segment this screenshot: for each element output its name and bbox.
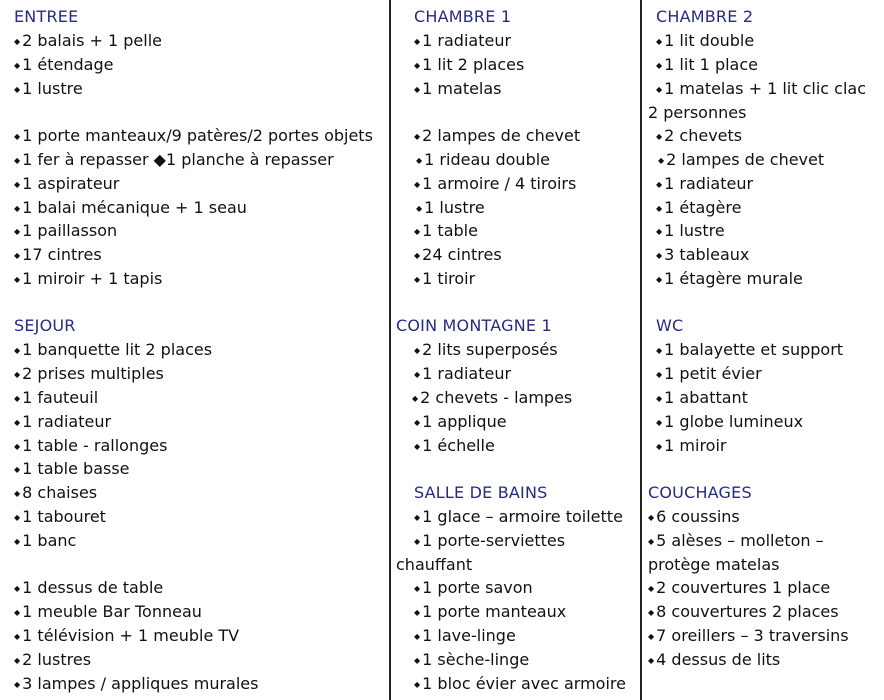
list-item: ◆ 1 porte manteaux/9 patères/2 portes objets xyxy=(14,125,373,150)
list-item: ◆ 1 radiateur xyxy=(656,173,753,198)
list-item: ◆ 1 meuble Bar Tonneau xyxy=(14,601,202,626)
list-item: ◆ 1 lit 1 place xyxy=(656,54,758,79)
list-item: ◆ 1 armoire / 4 tiroirs xyxy=(414,173,576,198)
list-item: ◆ 2 balais + 1 pelle xyxy=(14,30,162,55)
list-item: ◆ 1 paillasson xyxy=(14,220,117,245)
list-item: ◆ 1 matelas + 1 lit clic clac xyxy=(656,78,866,103)
list-item: ◆ 1 étagère xyxy=(656,197,741,222)
column-chambre2-wc-couchages xyxy=(648,0,880,700)
list-item: ◆ 2 prises multiples xyxy=(14,363,164,388)
list-item: ◆ 1 table - rallonges xyxy=(14,435,167,460)
list-item: ◆ 1 lustre xyxy=(14,78,83,103)
list-item-continuation: 2 personnes xyxy=(648,103,747,122)
list-item: ◆ 1 tabouret xyxy=(14,506,106,531)
section-title-couchages: COUCHAGES xyxy=(648,483,752,502)
list-item: ◆ 1 petit évier xyxy=(656,363,762,388)
list-item: ◆ 8 chaises xyxy=(14,482,97,507)
list-item: ◆ 1 glace – armoire toilette xyxy=(414,506,623,531)
list-item: ◆ 2 lampes de chevet xyxy=(414,125,580,150)
list-item: ◆ 3 tableaux xyxy=(656,244,749,269)
list-item: ◆ 7 oreillers – 3 traversins xyxy=(648,625,849,650)
list-item: ◆ 1 sèche-linge xyxy=(414,649,529,674)
list-item: ◆ 1 miroir + 1 tapis xyxy=(14,268,162,293)
list-item: ◆ 1 dessus de table xyxy=(14,577,163,602)
list-item: ◆ 1 radiateur xyxy=(414,30,511,55)
list-item: ◆ 1 lit double xyxy=(656,30,754,55)
list-item: ◆ 1 matelas xyxy=(414,78,502,103)
list-item: ◆ 3 lampes / appliques murales xyxy=(14,673,258,698)
list-item: ◆ 2 couvertures 1 place xyxy=(648,577,830,602)
list-item-continuation: chauffant xyxy=(396,555,473,574)
section-title-wc: WC xyxy=(656,316,684,335)
section-title-entree: ENTREE xyxy=(14,7,79,26)
list-item: ◆ 2 lustres xyxy=(14,649,91,674)
list-item: ◆ 1 lave-linge xyxy=(414,625,516,650)
section-title-coin-montagne: COIN MONTAGNE 1 xyxy=(396,316,552,335)
list-item: ◆ 1 échelle xyxy=(414,435,495,460)
list-item: ◆ 1 étendage xyxy=(14,54,113,79)
list-item: ◆ 2 chevets - lampes xyxy=(412,387,572,412)
list-item: ◆ 1 table xyxy=(414,220,478,245)
list-item: ◆ 1 fer à repasser ◆1 planche à repasser xyxy=(14,149,334,174)
list-item: ◆ 1 porte manteaux xyxy=(414,601,566,626)
list-item: ◆ 1 miroir xyxy=(656,435,727,460)
list-item: ◆ 1 abattant xyxy=(656,387,748,412)
list-item: ◆ 2 lampes de chevet xyxy=(658,149,824,174)
list-item-continuation: protège matelas xyxy=(648,555,780,574)
list-item: ◆ 1 bloc évier avec armoire xyxy=(414,673,626,698)
list-item: ◆ 1 lustre xyxy=(656,220,725,245)
list-item: ◆ 2 chevets xyxy=(656,125,742,150)
section-title-chambre-1: CHAMBRE 1 xyxy=(414,7,512,26)
section-title-sejour: SEJOUR xyxy=(14,316,76,335)
list-item: ◆ 17 cintres xyxy=(14,244,102,269)
list-item: ◆ 5 alèses – molleton – xyxy=(648,530,824,555)
list-item: ◆ 1 balai mécanique + 1 seau xyxy=(14,197,247,222)
list-item: ◆ 1 télévision + 1 meuble TV xyxy=(14,625,239,650)
section-title-chambre-2: CHAMBRE 2 xyxy=(656,7,754,26)
list-item: ◆ 1 fauteuil xyxy=(14,387,98,412)
list-item: ◆ 1 porte-serviettes xyxy=(414,530,565,555)
column-entree-sejour xyxy=(14,0,386,700)
column-divider-1 xyxy=(389,0,391,700)
list-item: ◆ 1 applique xyxy=(414,411,507,436)
list-item: ◆ 1 radiateur xyxy=(414,363,511,388)
list-item: ◆ 1 banc xyxy=(14,530,76,555)
list-item: ◆ 1 banquette lit 2 places xyxy=(14,339,212,364)
list-item: ◆ 1 rideau double xyxy=(416,149,550,174)
column-divider-2 xyxy=(640,0,642,700)
column-chambre1-coin-salle xyxy=(396,0,640,700)
list-item: ◆ 8 couvertures 2 places xyxy=(648,601,839,626)
list-item: ◆ 1 table basse xyxy=(14,458,130,483)
list-item: ◆ 6 coussins xyxy=(648,506,740,531)
list-item: ◆ 1 étagère murale xyxy=(656,268,803,293)
list-item: ◆ 1 aspirateur xyxy=(14,173,119,198)
list-item: ◆ 2 lits superposés xyxy=(414,339,558,364)
section-title-salle-de-bains: SALLE DE BAINS xyxy=(414,483,548,502)
list-item: ◆ 1 lit 2 places xyxy=(414,54,524,79)
list-item: ◆ 24 cintres xyxy=(414,244,502,269)
list-item: ◆ 1 porte savon xyxy=(414,577,533,602)
list-item: ◆ 4 dessus de lits xyxy=(648,649,780,674)
list-item: ◆ 1 lustre xyxy=(416,197,485,222)
list-item: ◆ 1 balayette et support xyxy=(656,339,843,364)
list-item: ◆ 1 radiateur xyxy=(14,411,111,436)
list-item: ◆ 1 tiroir xyxy=(414,268,475,293)
list-item: ◆ 1 globe lumineux xyxy=(656,411,803,436)
